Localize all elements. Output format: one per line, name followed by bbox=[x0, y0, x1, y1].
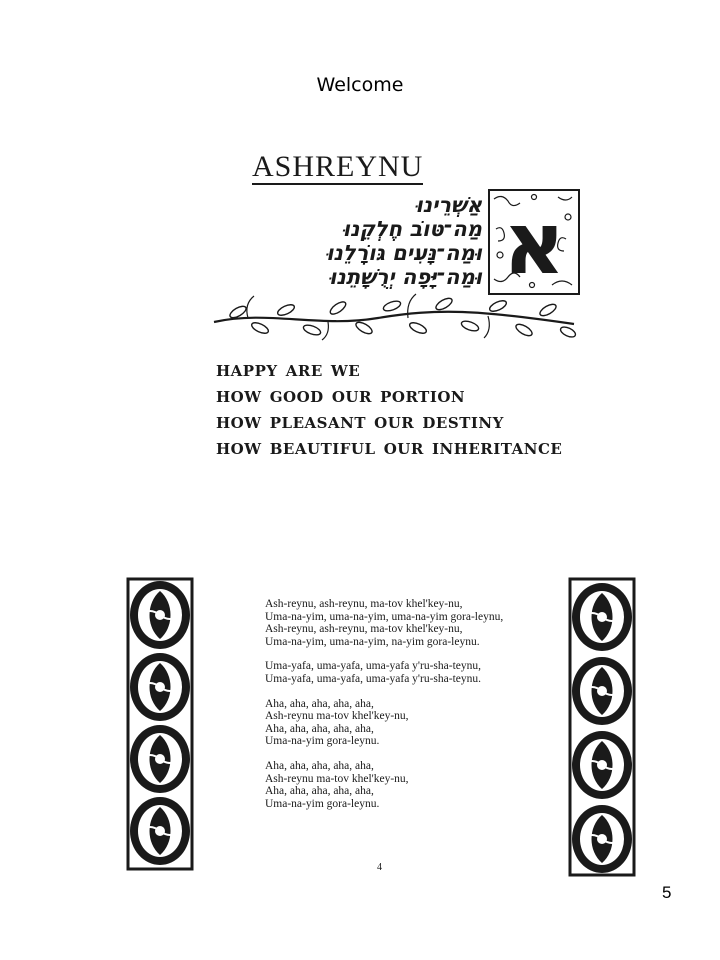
lyric-line: Uma-na-yim, uma-na-yim, na-yim gora-leynu. bbox=[265, 635, 480, 648]
lyric-line: Aha, aha, aha, aha, aha, bbox=[265, 722, 374, 735]
lyric-line: Uma-na-yim, uma-na-yim, uma-na-yim gora-leynu, bbox=[265, 610, 504, 623]
stanza bbox=[265, 598, 503, 648]
lyric-line: Aha, aha, aha, aha, aha, bbox=[265, 759, 374, 772]
english-line: how pleasant our destiny bbox=[216, 408, 504, 434]
vine-ornament bbox=[208, 288, 580, 346]
lyric-line: Aha, aha, aha, aha, aha, bbox=[265, 697, 374, 710]
right-ornamental-border bbox=[568, 577, 636, 877]
stanza bbox=[265, 698, 503, 748]
hebrew-line: אַשְׁרֵינוּ bbox=[415, 193, 482, 217]
stanza bbox=[265, 660, 503, 685]
left-ornamental-border bbox=[126, 577, 194, 871]
hebrew-block bbox=[292, 193, 482, 289]
lyric-line: Aha, aha, aha, aha, aha, bbox=[265, 785, 374, 798]
lyric-line: Uma-na-yim gora-leynu. bbox=[265, 797, 380, 810]
transliteration bbox=[265, 598, 503, 822]
english-line: how good our portion bbox=[216, 382, 466, 408]
english-translation bbox=[216, 356, 562, 460]
stanza bbox=[265, 760, 503, 810]
hebrew-line: וּמַה־יָּפָה יְרֻשָּׁתֵנוּ bbox=[329, 265, 482, 289]
inner-page-number: 4 bbox=[377, 862, 382, 873]
english-line: happy are we bbox=[216, 356, 361, 382]
header-title: Welcome bbox=[316, 74, 404, 96]
lyric-line: Ash-reynu ma-tov khel'key-nu, bbox=[265, 710, 409, 723]
hebrew-line: וּמַה־נָּעִים גּוֹרָלֵנוּ bbox=[326, 241, 482, 265]
aleph-illumination bbox=[488, 189, 580, 295]
lyric-line: Uma-yafa, uma-yafa, uma-yafa y'ru-sha-teynu. bbox=[265, 672, 481, 685]
lyric-line: Ash-reynu, ash-reynu, ma-tov khel'key-nu, bbox=[265, 598, 463, 610]
english-line: how beautiful our inheritance bbox=[216, 434, 563, 460]
lyric-line: Ash-reynu ma-tov khel'key-nu, bbox=[265, 772, 409, 785]
lyric-line: Uma-yafa, uma-yafa, uma-yafa y'ru-sha-teynu, bbox=[265, 660, 481, 673]
lyric-line: Uma-na-yim gora-leynu. bbox=[265, 735, 380, 748]
lyric-line: Ash-reynu, ash-reynu, ma-tov khel'key-nu, bbox=[265, 623, 463, 636]
slide-number: 5 bbox=[662, 883, 672, 902]
hebrew-line: מַה־טּוֹב חֶלְקֵנוּ bbox=[342, 217, 482, 241]
song-title: ASHREYNU bbox=[252, 150, 424, 183]
aleph-letter: א bbox=[502, 194, 566, 294]
